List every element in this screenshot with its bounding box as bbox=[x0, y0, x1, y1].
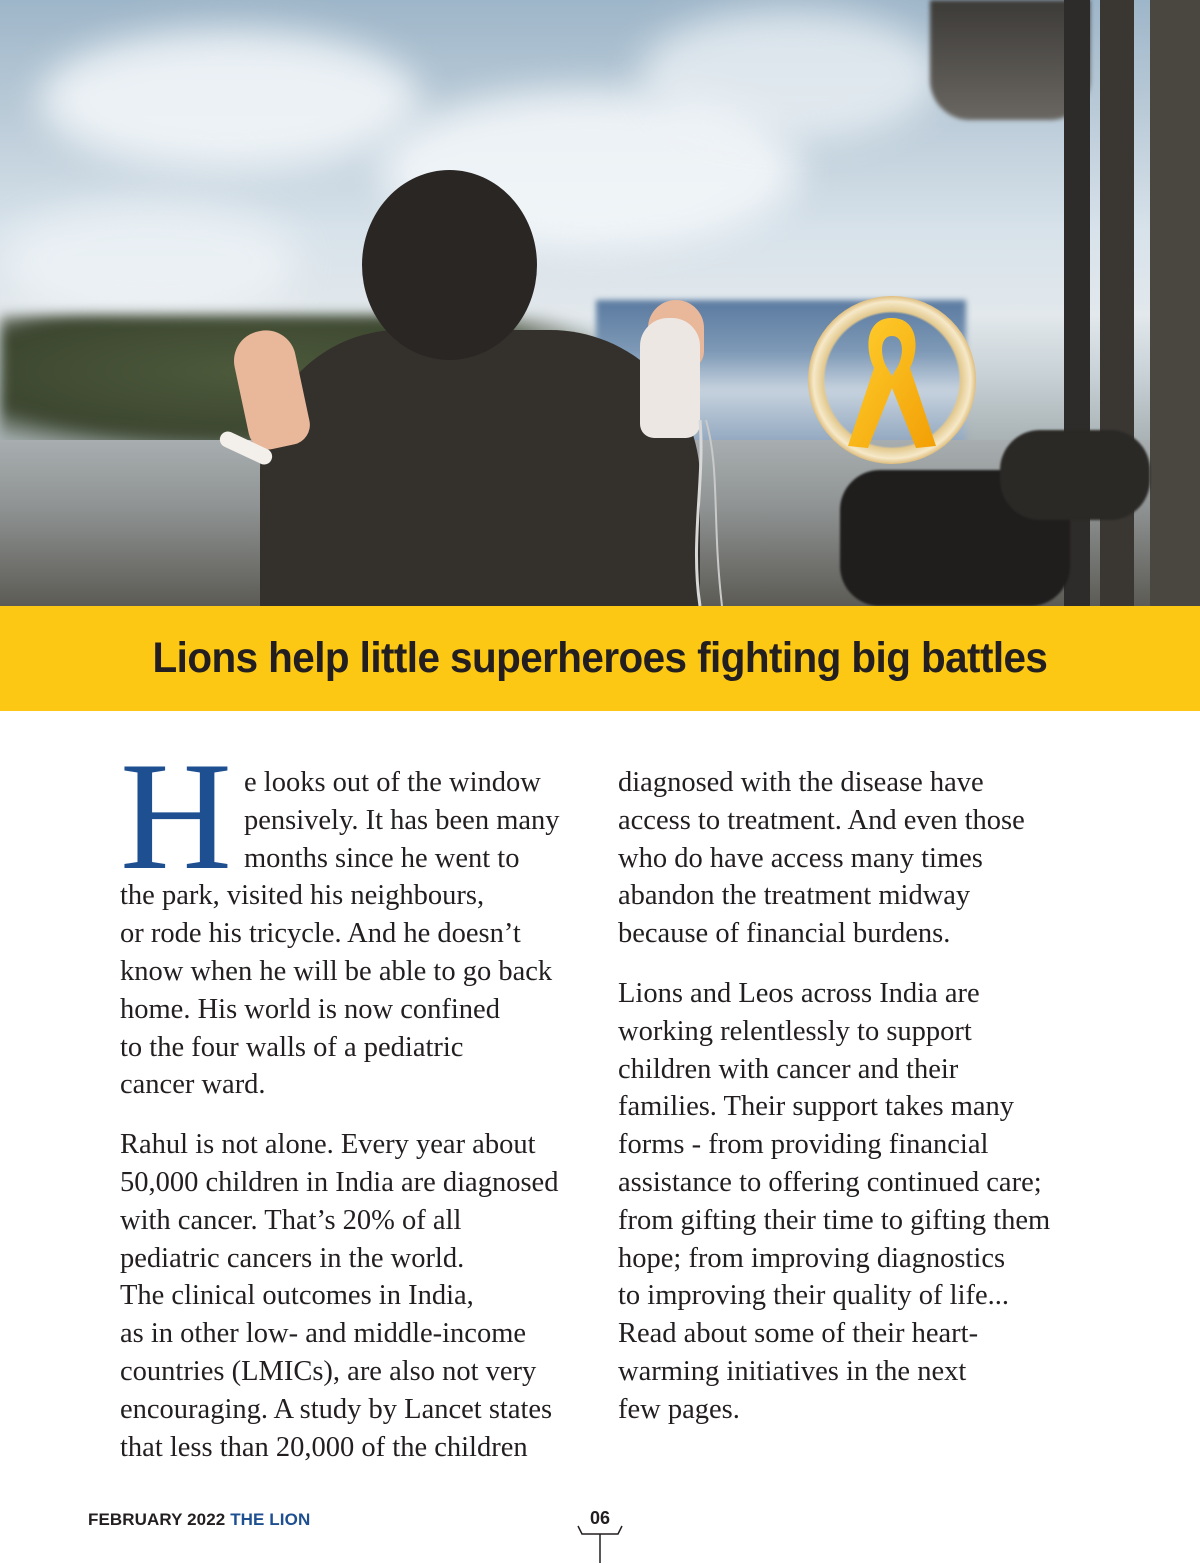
title-banner bbox=[0, 606, 1200, 711]
text-line: hope; from improving diagnostics bbox=[618, 1242, 1006, 1274]
text-line: abandon the treatment midway bbox=[618, 880, 971, 912]
drop-cap: H bbox=[120, 730, 232, 902]
gold-awareness-ribbon-icon bbox=[808, 296, 976, 464]
text-line: cancer ward. bbox=[120, 1069, 266, 1101]
continuation-paragraph bbox=[618, 764, 1088, 953]
left-column bbox=[120, 730, 590, 1466]
intro-paragraph bbox=[120, 730, 590, 1104]
right-column bbox=[618, 764, 1088, 1429]
article-title: Lions help little superheroes fighting big battles bbox=[152, 634, 1048, 682]
text-line: from gifting their time to gifting them bbox=[618, 1204, 1051, 1236]
text-line: that less than 20,000 of the children bbox=[120, 1431, 528, 1463]
text-line: Rahul is not alone. Every year about bbox=[120, 1129, 536, 1161]
text-line: The clinical outcomes in India, bbox=[120, 1280, 474, 1312]
page-marker-icon bbox=[572, 1524, 628, 1564]
text-line: to improving their quality of life... bbox=[618, 1280, 1010, 1312]
issue-date: FEBRUARY 2022 bbox=[88, 1510, 226, 1529]
text-line: access to treatment. And even those bbox=[618, 804, 1025, 836]
iv-line bbox=[0, 0, 1200, 606]
text-line: because of financial burdens. bbox=[618, 918, 951, 950]
hero-photo bbox=[0, 0, 1200, 606]
magazine-name: THE LION bbox=[230, 1510, 311, 1529]
text-line: families. Their support takes many bbox=[618, 1091, 1015, 1123]
text-line: warming initiatives in the next bbox=[618, 1355, 967, 1387]
issue-footer bbox=[88, 1510, 310, 1530]
text-line: or rode his tricycle. And he doesn’t bbox=[120, 918, 521, 950]
text-line: as in other low- and middle-income bbox=[120, 1318, 527, 1350]
text-line: encouraging. A study by Lancet states bbox=[120, 1393, 553, 1425]
text-line: 50,000 children in India are diagnosed bbox=[120, 1166, 559, 1198]
page-number: 06 bbox=[589, 1508, 611, 1528]
text-line: e looks out of the window bbox=[244, 767, 541, 798]
text-line: pediatric cancers in the world. bbox=[120, 1242, 465, 1274]
text-line: home. His world is now confined bbox=[120, 993, 500, 1025]
text-line: diagnosed with the disease have bbox=[618, 767, 984, 798]
statistics-paragraph bbox=[120, 1126, 590, 1466]
text-line: children with cancer and their bbox=[618, 1053, 959, 1085]
text-line: countries (LMICs), are also not very bbox=[120, 1355, 537, 1387]
text-line: forms - from providing financial bbox=[618, 1129, 989, 1161]
text-line: Lions and Leos across India are bbox=[618, 977, 980, 1009]
text-line: working relentlessly to support bbox=[618, 1015, 972, 1047]
text-line: pensively. It has been many bbox=[244, 804, 560, 836]
awareness-badge bbox=[808, 296, 976, 464]
text-line: who do have access many times bbox=[618, 842, 983, 874]
text-line: with cancer. That’s 20% of all bbox=[120, 1204, 462, 1236]
lions-paragraph bbox=[618, 975, 1088, 1429]
text-line: know when he will be able to go back bbox=[120, 955, 553, 987]
text-line: the park, visited his neighbours, bbox=[120, 880, 485, 912]
text-line: months since he went to bbox=[244, 842, 520, 874]
text-line: few pages. bbox=[618, 1393, 740, 1425]
text-line: Read about some of their heart- bbox=[618, 1318, 979, 1350]
text-line: to the four walls of a pediatric bbox=[120, 1031, 464, 1063]
text-line: assistance to offering continued care; bbox=[618, 1166, 1042, 1198]
